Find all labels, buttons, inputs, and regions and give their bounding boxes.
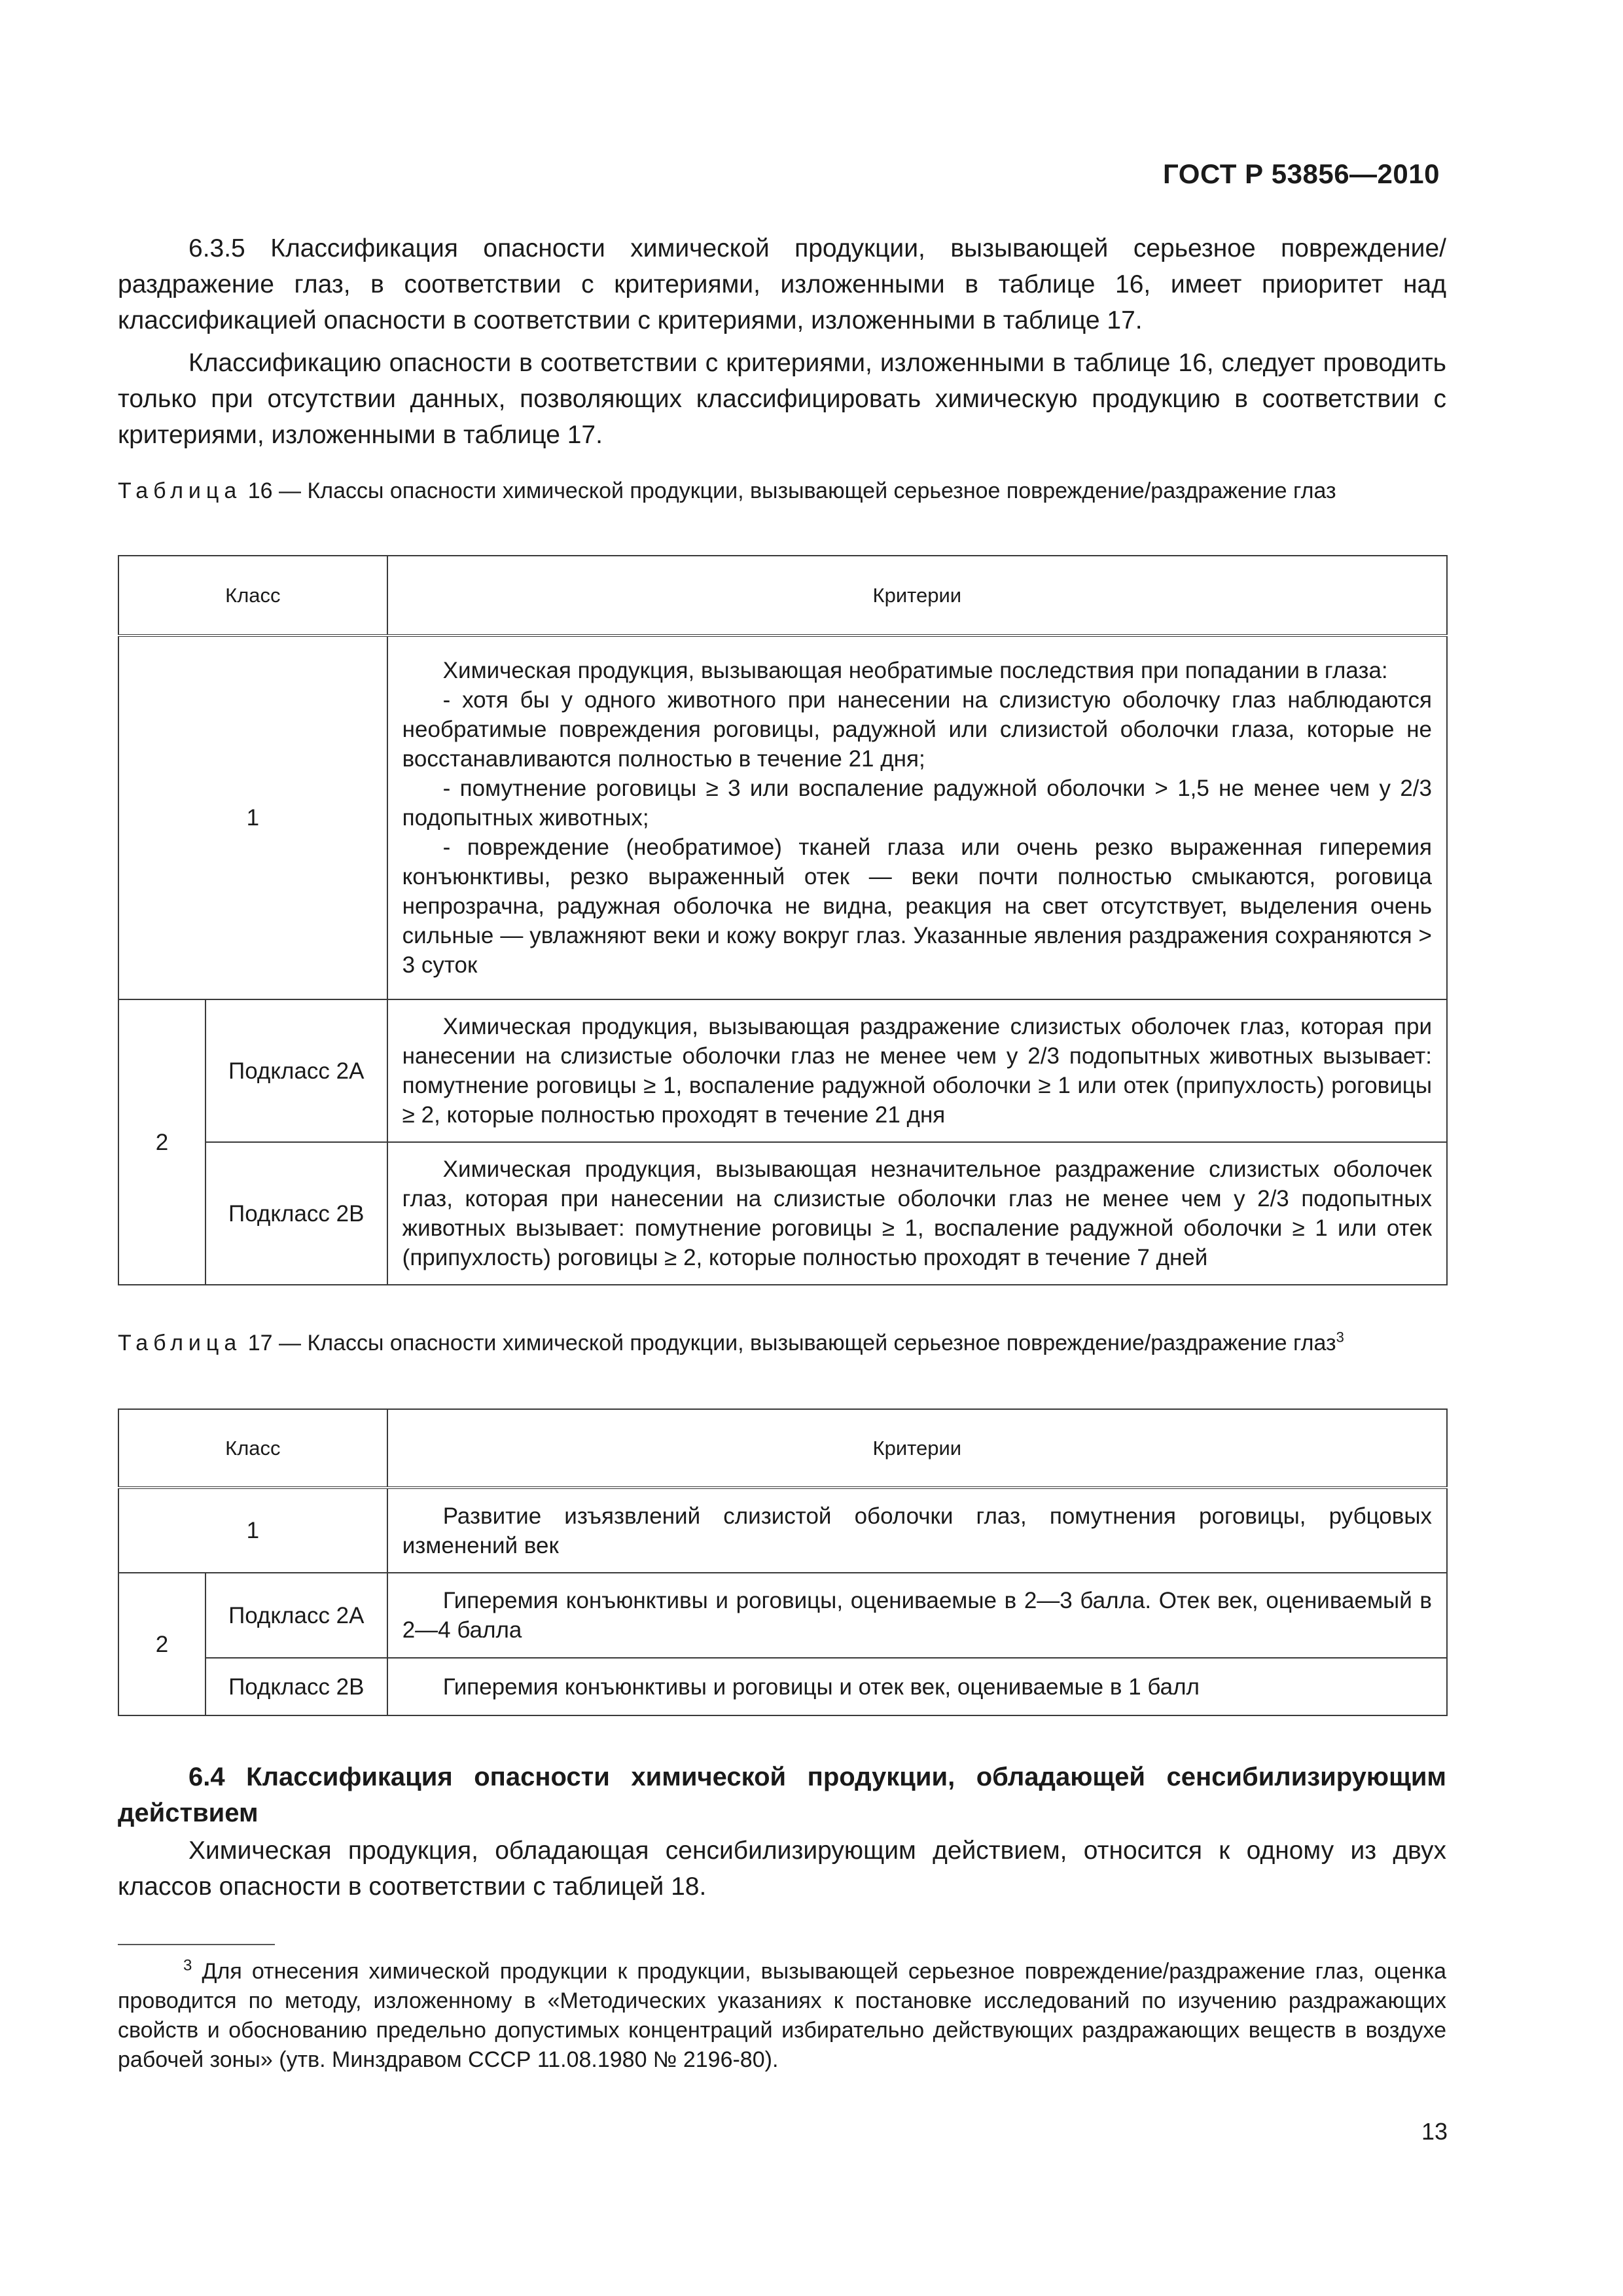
table16-class-1: 1: [118, 636, 387, 999]
table16-subclass-2a: Подкласс 2А: [205, 999, 387, 1142]
table-row: [118, 1658, 1447, 1715]
table17-subclass-2b-criteria: [387, 1658, 1447, 1715]
footnote: [118, 1957, 1446, 2075]
criteria-line: Химическая продукция, вызывающая незначительное раздражение слизистых оболочек глаз, которая при нанесении на слизистые оболочки глаз не менее чем у 2/3 подопытных животных вызывает: помутнение роговицы ≥ 1, воспаление радужной оболочки ≥ 1 или отек (припухлость) роговицы ≥ 2, которые полностью проходят в течение 7 дней: [402, 1157, 1432, 1270]
table16-header-class: Класс: [118, 556, 387, 636]
table17-caption-text: 17 — Классы опасности химической продукции, вызывающей серьезное повреждение/раздражение глаз: [247, 1331, 1336, 1355]
table17-subclass-2a-criteria: [387, 1573, 1447, 1658]
table-row: [118, 1488, 1447, 1573]
table-row: [118, 999, 1447, 1142]
criteria-line: Химическая продукция, вызывающая раздражение слизистых оболочек глаз, которая при нанесении на слизистые оболочки глаз не менее чем у 2/3 подопытных животных вызывает: помутнение роговицы ≥ 1, воспаление радужной оболочки ≥ 1 или отек (припухлость) роговицы ≥ 2, которые полностью проходят в течение 21 дня: [402, 1014, 1432, 1128]
table16-subclass-2b-criteria: [387, 1142, 1447, 1285]
criteria-line: - хотя бы у одного животного при нанесении на слизистую оболочку глаз наблюдаются необратимые повреждения роговицы, радужной или слизистой оболочки глаза, которые не восстанавливаются полностью в течение 21 дня;: [402, 687, 1432, 772]
table16-caption-text: 16 — Классы опасности химической продукции, вызывающей серьезное повреждение/раздражение глаз: [247, 478, 1336, 503]
table-16: [118, 555, 1448, 1285]
footnote-marker: 3: [183, 1956, 192, 1975]
footnote-text: Для отнесения химической продукции к продукции, вызывающей серьезное повреждение/раздражение глаз, оценка проводится по методу, изложенному в «Методических указаниях к постановке исследований по изучению раздражающих свойств и обоснованию предельно допустимых концентраций избирательно действующих раздражающих веществ в воздухе рабочей зоны» (утв. Минздравом СССР 11.08.1980 № 2196-80).: [118, 1959, 1446, 2072]
table17-subclass-2b: Подкласс 2В: [205, 1658, 387, 1715]
criteria-line: - повреждение (необратимое) тканей глаза или очень резко выраженная гиперемия конъюнктивы, резко выраженный отек — веки почти полностью смыкаются, роговица непрозрачна, радужная оболочка не видна, реакция на свет отсутствует, выделения очень сильные — увлажняют веки и кожу вокруг глаз. Указанные явления раздражения сохраняются > 3 суток: [402, 834, 1432, 978]
table16-subclass-2b: Подкласс 2В: [205, 1142, 387, 1285]
table16-class-1-criteria: [387, 636, 1447, 999]
criteria-line: Развитие изъязвлений слизистой оболочки глаз, помутнения роговицы, рубцовых изменений век: [402, 1503, 1432, 1558]
table-row: [118, 1142, 1447, 1285]
table16-header-row: [118, 556, 1447, 636]
table16-subclass-2a-criteria: [387, 999, 1447, 1142]
table17-caption-prefix: Таблица: [118, 1331, 242, 1355]
criteria-line: - помутнение роговицы ≥ 3 или воспаление радужной оболочки > 1,5 не менее чем у 2/3 подопытных животных;: [402, 776, 1432, 831]
table16-class-2: 2: [118, 999, 205, 1285]
table17-class-2: 2: [118, 1573, 205, 1715]
criteria-line: Химическая продукция, вызывающая необратимые последствия при попадании в глаза:: [442, 658, 1388, 683]
table16-caption: [118, 476, 1446, 505]
page-number: 13: [1421, 2118, 1448, 2145]
table17-header-class: Класс: [118, 1409, 387, 1488]
table17-subclass-2a: Подкласс 2А: [205, 1573, 387, 1658]
footnote-separator: [118, 1944, 275, 1945]
table17-caption: [118, 1329, 1446, 1357]
table17-header-row: [118, 1409, 1447, 1488]
table16-caption-prefix: Таблица: [118, 478, 242, 503]
paragraph-classification-note: Классификацию опасности в соответствии с критериями, изложенными в таблице 16, следует проводить только при отсутствии данных, позволяющих классифицировать химическую продукцию в соответствии с критериями, изложенными в таблице 17.: [118, 349, 1446, 449]
document-id-header: ГОСТ Р 53856—2010: [1163, 158, 1440, 189]
table17-header-criteria: Критерии: [387, 1409, 1447, 1488]
section-6-4-paragraph: Химическая продукция, обладающая сенсибилизирующим действием, относится к одному из двух классов опасности в соответствии с таблицей 18.: [118, 1837, 1446, 1901]
footnote-ref: 3: [1336, 1329, 1344, 1346]
section-6-4-title: 6.4 Классификация опасности химической продукции, обладающей сенсибилизирующим действием: [118, 1763, 1446, 1827]
table-row: [118, 1573, 1447, 1658]
table16-header-criteria: Критерии: [387, 556, 1447, 636]
table-row: [118, 636, 1447, 999]
intro-text: [118, 230, 1446, 459]
criteria-line: Гиперемия конъюнктивы и роговицы, оцениваемые в 2—3 балла. Отек век, оцениваемый в 2—4 балла: [402, 1588, 1432, 1643]
table17-class-1: 1: [118, 1488, 387, 1573]
table-17: [118, 1408, 1448, 1716]
table17-class-1-criteria: [387, 1488, 1447, 1573]
criteria-line: Гиперемия конъюнктивы и роговицы и отек век, оцениваемые в 1 балл: [442, 1674, 1200, 1700]
paragraph-6-3-5: 6.3.5 Классификация опасности химической продукции, вызывающей серьезное повреждение/раздражение глаз, в соответствии с критериями, изложенными в таблице 16, имеет приоритет над классификацией опасности в соответствии с критериями, изложенными в таблице 17.: [118, 234, 1446, 334]
section-6-4-body: [118, 1833, 1446, 1911]
